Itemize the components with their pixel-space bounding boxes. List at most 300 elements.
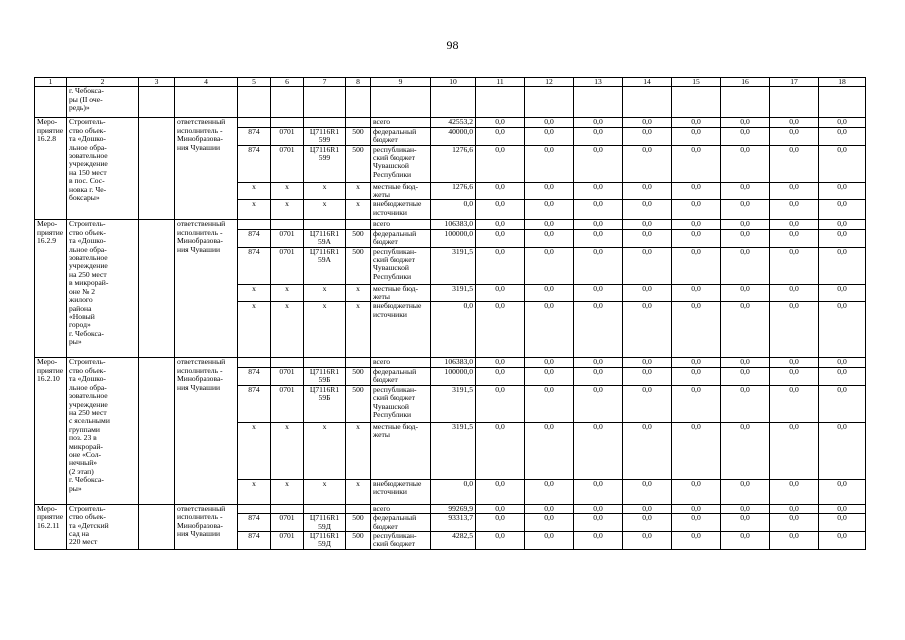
funding-source-cell: всего bbox=[371, 118, 431, 127]
section-code-cell bbox=[271, 118, 304, 127]
empty-cell bbox=[271, 87, 304, 118]
year-value-cell: 0,0 bbox=[623, 182, 672, 200]
year-value-cell: 0,0 bbox=[672, 284, 721, 302]
year-value-cell: 0,0 bbox=[525, 367, 574, 385]
year-value-cell: 0,0 bbox=[623, 531, 672, 549]
year-value-cell: 0,0 bbox=[770, 531, 819, 549]
year-value-cell: 0,0 bbox=[721, 229, 770, 247]
year-value-cell: 0,0 bbox=[574, 220, 623, 229]
funding-source-cell: всего bbox=[371, 358, 431, 367]
year-value-cell: 0,0 bbox=[476, 358, 525, 367]
year-value-cell: 0,0 bbox=[672, 385, 721, 422]
funding-source-cell: всего bbox=[371, 504, 431, 513]
expense-type-cell: x bbox=[346, 200, 371, 220]
year-value-cell: 0,0 bbox=[721, 145, 770, 182]
column-header: 10 bbox=[431, 78, 476, 87]
year-value-cell: 0,0 bbox=[672, 247, 721, 284]
target-code-cell: Ц7116R1 59Д bbox=[304, 531, 346, 549]
amount-cell: 0,0 bbox=[431, 302, 476, 358]
amount-cell: 106383,0 bbox=[431, 358, 476, 367]
admin-code-cell: 874 bbox=[238, 531, 271, 549]
year-value-cell: 0,0 bbox=[623, 385, 672, 422]
year-value-cell: 0,0 bbox=[623, 118, 672, 127]
amount-cell: 4282,5 bbox=[431, 531, 476, 549]
year-value-cell: 0,0 bbox=[819, 422, 866, 479]
admin-code-cell bbox=[238, 220, 271, 229]
year-value-cell: 0,0 bbox=[623, 479, 672, 504]
year-value-cell: 0,0 bbox=[819, 127, 866, 145]
year-value-cell: 0,0 bbox=[574, 479, 623, 504]
year-value-cell: 0,0 bbox=[819, 479, 866, 504]
admin-code-cell: x bbox=[238, 302, 271, 358]
year-value-cell: 0,0 bbox=[525, 504, 574, 513]
year-value-cell: 0,0 bbox=[721, 118, 770, 127]
event-id-cell: Меро- приятие 16.2.8 bbox=[35, 118, 67, 220]
funding-source-cell: федеральный бюджет bbox=[371, 229, 431, 247]
year-value-cell: 0,0 bbox=[819, 200, 866, 220]
executor-cell: ответственный исполнитель - Минобразова- ния Чувашии bbox=[175, 118, 238, 220]
year-value-cell: 0,0 bbox=[721, 358, 770, 367]
year-value-cell: 0,0 bbox=[721, 531, 770, 549]
year-value-cell: 0,0 bbox=[721, 247, 770, 284]
column-header: 18 bbox=[819, 78, 866, 87]
admin-code-cell: 874 bbox=[238, 229, 271, 247]
funding-source-cell: внебюджетные источники bbox=[371, 200, 431, 220]
year-value-cell: 0,0 bbox=[770, 220, 819, 229]
target-code-cell: Ц7116R1 59А bbox=[304, 247, 346, 284]
admin-code-cell: x bbox=[238, 284, 271, 302]
section-code-cell: 0701 bbox=[271, 145, 304, 182]
table-row bbox=[35, 504, 866, 513]
empty-cell bbox=[525, 87, 574, 118]
funding-source-cell: республикан- ский бюджет bbox=[371, 531, 431, 549]
year-value-cell: 0,0 bbox=[476, 367, 525, 385]
table-body bbox=[35, 78, 866, 550]
year-value-cell: 0,0 bbox=[770, 229, 819, 247]
empty-cell bbox=[139, 87, 175, 118]
year-value-cell: 0,0 bbox=[476, 182, 525, 200]
year-value-cell: 0,0 bbox=[525, 118, 574, 127]
year-value-cell: 0,0 bbox=[672, 531, 721, 549]
year-value-cell: 0,0 bbox=[574, 229, 623, 247]
empty-cell bbox=[371, 87, 431, 118]
empty-cell bbox=[819, 87, 866, 118]
year-value-cell: 0,0 bbox=[770, 385, 819, 422]
column-header: 17 bbox=[770, 78, 819, 87]
year-value-cell: 0,0 bbox=[476, 229, 525, 247]
year-value-cell: 0,0 bbox=[525, 358, 574, 367]
table-row bbox=[35, 358, 866, 367]
target-code-cell: Ц7116R1 59Б bbox=[304, 367, 346, 385]
expense-type-cell bbox=[346, 220, 371, 229]
year-value-cell: 0,0 bbox=[574, 504, 623, 513]
year-value-cell: 0,0 bbox=[476, 200, 525, 220]
year-value-cell: 0,0 bbox=[525, 479, 574, 504]
year-value-cell: 0,0 bbox=[770, 514, 819, 532]
section-code-cell: 0701 bbox=[271, 229, 304, 247]
executor-cell: ответственный исполнитель - Минобразова- ния Чувашии bbox=[175, 358, 238, 504]
target-code-cell: x bbox=[304, 284, 346, 302]
carry-over-row bbox=[35, 87, 866, 118]
year-value-cell: 0,0 bbox=[574, 145, 623, 182]
year-value-cell: 0,0 bbox=[672, 504, 721, 513]
admin-code-cell: 874 bbox=[238, 367, 271, 385]
empty-cell bbox=[35, 87, 67, 118]
column-header: 13 bbox=[574, 78, 623, 87]
year-value-cell: 0,0 bbox=[819, 531, 866, 549]
empty-cell bbox=[770, 87, 819, 118]
target-code-cell: x bbox=[304, 479, 346, 504]
year-value-cell: 0,0 bbox=[476, 145, 525, 182]
expense-type-cell: 500 bbox=[346, 531, 371, 549]
empty-cell bbox=[304, 87, 346, 118]
year-value-cell: 0,0 bbox=[819, 220, 866, 229]
year-value-cell: 0,0 bbox=[525, 145, 574, 182]
section-code-cell: x bbox=[271, 422, 304, 479]
year-value-cell: 0,0 bbox=[525, 220, 574, 229]
expense-type-cell bbox=[346, 118, 371, 127]
event-name-cell: Строитель- ство объек- та «Дошко- льное обра- зовательное учреждение на 250 мест в микрорай- оне № 2 жилого района «Новый город» г. Чебокса- ры» bbox=[67, 220, 139, 358]
year-value-cell: 0,0 bbox=[770, 127, 819, 145]
column-header: 8 bbox=[346, 78, 371, 87]
column-header: 4 bbox=[175, 78, 238, 87]
funding-source-cell: республикан- ский бюджет Чувашской Республики bbox=[371, 145, 431, 182]
funding-source-cell: местные бюд- жеты bbox=[371, 422, 431, 479]
admin-code-cell: 874 bbox=[238, 145, 271, 182]
amount-cell: 100000,0 bbox=[431, 367, 476, 385]
empty-cell bbox=[431, 87, 476, 118]
year-value-cell: 0,0 bbox=[574, 127, 623, 145]
year-value-cell: 0,0 bbox=[819, 182, 866, 200]
year-value-cell: 0,0 bbox=[623, 284, 672, 302]
amount-cell: 0,0 bbox=[431, 479, 476, 504]
expense-type-cell: 500 bbox=[346, 514, 371, 532]
admin-code-cell: 874 bbox=[238, 385, 271, 422]
funding-source-cell: федеральный бюджет bbox=[371, 127, 431, 145]
year-value-cell: 0,0 bbox=[574, 200, 623, 220]
amount-cell: 0,0 bbox=[431, 200, 476, 220]
expense-type-cell: x bbox=[346, 284, 371, 302]
admin-code-cell: x bbox=[238, 182, 271, 200]
budget-table bbox=[34, 77, 866, 550]
year-value-cell: 0,0 bbox=[721, 302, 770, 358]
expense-type-cell: 500 bbox=[346, 229, 371, 247]
year-value-cell: 0,0 bbox=[819, 118, 866, 127]
year-value-cell: 0,0 bbox=[574, 514, 623, 532]
column-header: 16 bbox=[721, 78, 770, 87]
carry-over-name-cell: г. Чебокса- ры (II оче- редь)» bbox=[67, 87, 139, 118]
year-value-cell: 0,0 bbox=[672, 220, 721, 229]
empty-cell bbox=[139, 220, 175, 358]
year-value-cell: 0,0 bbox=[525, 247, 574, 284]
section-code-cell: 0701 bbox=[271, 531, 304, 549]
section-code-cell: 0701 bbox=[271, 514, 304, 532]
year-value-cell: 0,0 bbox=[721, 127, 770, 145]
year-value-cell: 0,0 bbox=[672, 367, 721, 385]
year-value-cell: 0,0 bbox=[770, 247, 819, 284]
year-value-cell: 0,0 bbox=[574, 118, 623, 127]
year-value-cell: 0,0 bbox=[672, 358, 721, 367]
empty-cell bbox=[139, 504, 175, 549]
target-code-cell: Ц7116R1 59А bbox=[304, 229, 346, 247]
year-value-cell: 0,0 bbox=[574, 358, 623, 367]
year-value-cell: 0,0 bbox=[770, 145, 819, 182]
year-value-cell: 0,0 bbox=[721, 504, 770, 513]
year-value-cell: 0,0 bbox=[770, 118, 819, 127]
year-value-cell: 0,0 bbox=[770, 200, 819, 220]
year-value-cell: 0,0 bbox=[672, 145, 721, 182]
year-value-cell: 0,0 bbox=[770, 302, 819, 358]
year-value-cell: 0,0 bbox=[525, 514, 574, 532]
page-number: 98 bbox=[446, 38, 459, 52]
amount-cell: 3191,5 bbox=[431, 385, 476, 422]
year-value-cell: 0,0 bbox=[623, 302, 672, 358]
year-value-cell: 0,0 bbox=[770, 479, 819, 504]
section-code-cell bbox=[271, 504, 304, 513]
amount-cell: 1276,6 bbox=[431, 182, 476, 200]
year-value-cell: 0,0 bbox=[623, 358, 672, 367]
year-value-cell: 0,0 bbox=[623, 422, 672, 479]
target-code-cell: Ц7116R1 599 bbox=[304, 127, 346, 145]
year-value-cell: 0,0 bbox=[525, 127, 574, 145]
expense-type-cell: x bbox=[346, 479, 371, 504]
empty-cell bbox=[139, 118, 175, 220]
amount-cell: 42553,2 bbox=[431, 118, 476, 127]
target-code-cell: x bbox=[304, 182, 346, 200]
expense-type-cell: 500 bbox=[346, 247, 371, 284]
year-value-cell: 0,0 bbox=[819, 302, 866, 358]
section-code-cell: x bbox=[271, 302, 304, 358]
year-value-cell: 0,0 bbox=[721, 200, 770, 220]
year-value-cell: 0,0 bbox=[623, 367, 672, 385]
section-code-cell: x bbox=[271, 284, 304, 302]
section-code-cell: 0701 bbox=[271, 367, 304, 385]
year-value-cell: 0,0 bbox=[623, 200, 672, 220]
year-value-cell: 0,0 bbox=[819, 504, 866, 513]
event-id-cell: Меро- приятие 16.2.10 bbox=[35, 358, 67, 504]
expense-type-cell: x bbox=[346, 182, 371, 200]
year-value-cell: 0,0 bbox=[770, 422, 819, 479]
year-value-cell: 0,0 bbox=[721, 479, 770, 504]
funding-source-cell: республикан- ский бюджет Чувашской Республики bbox=[371, 247, 431, 284]
year-value-cell: 0,0 bbox=[476, 531, 525, 549]
target-code-cell bbox=[304, 118, 346, 127]
amount-cell: 93313,7 bbox=[431, 514, 476, 532]
empty-cell bbox=[139, 358, 175, 504]
target-code-cell bbox=[304, 358, 346, 367]
year-value-cell: 0,0 bbox=[476, 422, 525, 479]
funding-source-cell: местные бюд- жеты bbox=[371, 182, 431, 200]
empty-cell bbox=[623, 87, 672, 118]
amount-cell: 1276,6 bbox=[431, 145, 476, 182]
year-value-cell: 0,0 bbox=[672, 200, 721, 220]
admin-code-cell: x bbox=[238, 200, 271, 220]
year-value-cell: 0,0 bbox=[525, 284, 574, 302]
amount-cell: 99269,9 bbox=[431, 504, 476, 513]
year-value-cell: 0,0 bbox=[476, 302, 525, 358]
year-value-cell: 0,0 bbox=[476, 220, 525, 229]
amount-cell: 3191,5 bbox=[431, 247, 476, 284]
year-value-cell: 0,0 bbox=[623, 127, 672, 145]
year-value-cell: 0,0 bbox=[623, 145, 672, 182]
funding-source-cell: внебюджетные источники bbox=[371, 302, 431, 358]
year-value-cell: 0,0 bbox=[525, 200, 574, 220]
admin-code-cell bbox=[238, 118, 271, 127]
executor-cell: ответственный исполнитель - Минобразова- ния Чувашии bbox=[175, 220, 238, 358]
expense-type-cell bbox=[346, 358, 371, 367]
year-value-cell: 0,0 bbox=[672, 182, 721, 200]
executor-cell: ответственный исполнитель - Минобразова- ния Чувашии bbox=[175, 504, 238, 549]
column-header: 3 bbox=[139, 78, 175, 87]
target-code-cell bbox=[304, 220, 346, 229]
year-value-cell: 0,0 bbox=[819, 145, 866, 182]
admin-code-cell: 874 bbox=[238, 127, 271, 145]
year-value-cell: 0,0 bbox=[672, 118, 721, 127]
header-row bbox=[35, 78, 866, 87]
event-id-cell: Меро- приятие 16.2.9 bbox=[35, 220, 67, 358]
section-code-cell: x bbox=[271, 200, 304, 220]
year-value-cell: 0,0 bbox=[476, 284, 525, 302]
amount-cell: 3191,5 bbox=[431, 284, 476, 302]
target-code-cell bbox=[304, 504, 346, 513]
column-header: 15 bbox=[672, 78, 721, 87]
column-header: 1 bbox=[35, 78, 67, 87]
section-code-cell bbox=[271, 358, 304, 367]
year-value-cell: 0,0 bbox=[623, 514, 672, 532]
section-code-cell: 0701 bbox=[271, 385, 304, 422]
year-value-cell: 0,0 bbox=[525, 302, 574, 358]
year-value-cell: 0,0 bbox=[623, 504, 672, 513]
target-code-cell: Ц7116R1 59Д bbox=[304, 514, 346, 532]
empty-cell bbox=[476, 87, 525, 118]
year-value-cell: 0,0 bbox=[721, 220, 770, 229]
admin-code-cell: x bbox=[238, 479, 271, 504]
funding-source-cell: внебюджетные источники bbox=[371, 479, 431, 504]
expense-type-cell: 500 bbox=[346, 367, 371, 385]
year-value-cell: 0,0 bbox=[476, 127, 525, 145]
empty-cell bbox=[672, 87, 721, 118]
expense-type-cell bbox=[346, 504, 371, 513]
section-code-cell bbox=[271, 220, 304, 229]
year-value-cell: 0,0 bbox=[721, 284, 770, 302]
empty-cell bbox=[346, 87, 371, 118]
year-value-cell: 0,0 bbox=[672, 127, 721, 145]
expense-type-cell: x bbox=[346, 422, 371, 479]
table-row bbox=[35, 118, 866, 127]
empty-cell bbox=[574, 87, 623, 118]
year-value-cell: 0,0 bbox=[574, 367, 623, 385]
column-header: 9 bbox=[371, 78, 431, 87]
amount-cell: 40000,0 bbox=[431, 127, 476, 145]
column-header: 7 bbox=[304, 78, 346, 87]
event-name-cell: Строитель- ство объек- та «Дошко- льное обра- зовательное учреждение на 150 мест в пос. Сос- новка г. Че- боксары» bbox=[67, 118, 139, 220]
admin-code-cell bbox=[238, 504, 271, 513]
year-value-cell: 0,0 bbox=[525, 385, 574, 422]
year-value-cell: 0,0 bbox=[623, 220, 672, 229]
year-value-cell: 0,0 bbox=[721, 422, 770, 479]
year-value-cell: 0,0 bbox=[819, 367, 866, 385]
year-value-cell: 0,0 bbox=[819, 229, 866, 247]
section-code-cell: 0701 bbox=[271, 127, 304, 145]
column-header: 14 bbox=[623, 78, 672, 87]
amount-cell: 100000,0 bbox=[431, 229, 476, 247]
admin-code-cell bbox=[238, 358, 271, 367]
year-value-cell: 0,0 bbox=[525, 422, 574, 479]
funding-source-cell: федеральный бюджет bbox=[371, 514, 431, 532]
expense-type-cell: 500 bbox=[346, 127, 371, 145]
target-code-cell: Ц7116R1 599 bbox=[304, 145, 346, 182]
year-value-cell: 0,0 bbox=[721, 182, 770, 200]
funding-source-cell: всего bbox=[371, 220, 431, 229]
funding-source-cell: местные бюд- жеты bbox=[371, 284, 431, 302]
year-value-cell: 0,0 bbox=[770, 182, 819, 200]
funding-source-cell: федеральный бюджет bbox=[371, 367, 431, 385]
year-value-cell: 0,0 bbox=[623, 247, 672, 284]
year-value-cell: 0,0 bbox=[525, 182, 574, 200]
year-value-cell: 0,0 bbox=[476, 514, 525, 532]
column-header: 2 bbox=[67, 78, 139, 87]
year-value-cell: 0,0 bbox=[476, 479, 525, 504]
empty-cell bbox=[175, 87, 238, 118]
year-value-cell: 0,0 bbox=[476, 385, 525, 422]
section-code-cell: x bbox=[271, 182, 304, 200]
year-value-cell: 0,0 bbox=[672, 229, 721, 247]
event-name-cell: Строитель- ство объек- та «Дошко- льное обра- зовательное учреждение на 250 мест с ясельными группами поз. 23 в микрорай- оне «Сол- нечный» (2 этап) г. Чебокса- ры» bbox=[67, 358, 139, 504]
year-value-cell: 0,0 bbox=[574, 531, 623, 549]
year-value-cell: 0,0 bbox=[819, 514, 866, 532]
target-code-cell: x bbox=[304, 422, 346, 479]
year-value-cell: 0,0 bbox=[623, 229, 672, 247]
year-value-cell: 0,0 bbox=[770, 358, 819, 367]
column-header: 12 bbox=[525, 78, 574, 87]
event-id-cell: Меро- приятие 16.2.11 bbox=[35, 504, 67, 549]
year-value-cell: 0,0 bbox=[476, 118, 525, 127]
year-value-cell: 0,0 bbox=[721, 514, 770, 532]
year-value-cell: 0,0 bbox=[476, 504, 525, 513]
year-value-cell: 0,0 bbox=[574, 422, 623, 479]
empty-cell bbox=[721, 87, 770, 118]
year-value-cell: 0,0 bbox=[574, 302, 623, 358]
year-value-cell: 0,0 bbox=[574, 385, 623, 422]
amount-cell: 3191,5 bbox=[431, 422, 476, 479]
year-value-cell: 0,0 bbox=[672, 479, 721, 504]
target-code-cell: Ц7116R1 59Б bbox=[304, 385, 346, 422]
event-name-cell: Строитель- ство объек- та «Детский сад на 220 мест bbox=[67, 504, 139, 549]
column-header: 11 bbox=[476, 78, 525, 87]
target-code-cell: x bbox=[304, 200, 346, 220]
year-value-cell: 0,0 bbox=[770, 284, 819, 302]
year-value-cell: 0,0 bbox=[819, 284, 866, 302]
year-value-cell: 0,0 bbox=[574, 247, 623, 284]
year-value-cell: 0,0 bbox=[672, 302, 721, 358]
year-value-cell: 0,0 bbox=[819, 385, 866, 422]
column-header: 5 bbox=[238, 78, 271, 87]
amount-cell: 106383,0 bbox=[431, 220, 476, 229]
year-value-cell: 0,0 bbox=[574, 284, 623, 302]
expense-type-cell: x bbox=[346, 302, 371, 358]
admin-code-cell: x bbox=[238, 422, 271, 479]
year-value-cell: 0,0 bbox=[819, 358, 866, 367]
year-value-cell: 0,0 bbox=[476, 247, 525, 284]
year-value-cell: 0,0 bbox=[770, 504, 819, 513]
funding-source-cell: республикан- ский бюджет Чувашской Республики bbox=[371, 385, 431, 422]
admin-code-cell: 874 bbox=[238, 247, 271, 284]
section-code-cell: x bbox=[271, 479, 304, 504]
admin-code-cell: 874 bbox=[238, 514, 271, 532]
year-value-cell: 0,0 bbox=[721, 367, 770, 385]
column-header: 6 bbox=[271, 78, 304, 87]
year-value-cell: 0,0 bbox=[819, 247, 866, 284]
